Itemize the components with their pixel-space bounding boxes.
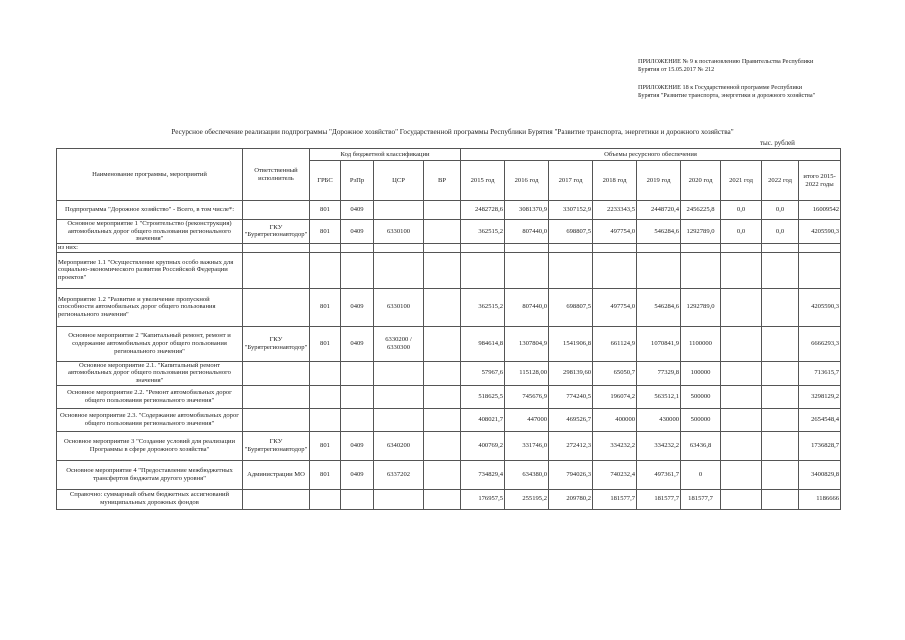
col-2021-header: 2021 год <box>721 161 762 201</box>
row-value-cell: 408021,7 <box>461 408 505 431</box>
row-rzpr-cell <box>341 408 374 431</box>
row-vr-cell <box>424 220 461 244</box>
row-value-cell: 1070841,9 <box>637 326 681 361</box>
row-value-cell: 3081370,9 <box>505 201 549 220</box>
row-value-cell <box>762 460 799 489</box>
row-grbs-cell: 801 <box>310 460 341 489</box>
row-value-cell: 1186666 <box>799 489 841 509</box>
row-value-cell <box>593 243 637 252</box>
row-vr-cell <box>424 489 461 509</box>
row-value-cell <box>762 288 799 326</box>
row-value-cell: 794026,3 <box>549 460 593 489</box>
row-value-cell <box>721 243 762 252</box>
row-value-cell <box>762 489 799 509</box>
row-name-cell: Мероприятие 1.2 "Развитие и увеличение пропускной способности автомобильных дорог общего пользования регионального значения" <box>57 288 243 326</box>
row-value-cell <box>721 408 762 431</box>
row-rzpr-cell: 0409 <box>341 460 374 489</box>
row-rzpr-cell: 0409 <box>341 201 374 220</box>
row-name-cell: Основное мероприятие 1 "Строительство (реконструкция) автомобильных дорог общего пользования регионального значения" <box>57 220 243 244</box>
row-executor-cell <box>243 243 310 252</box>
row-value-cell: 362515,2 <box>461 288 505 326</box>
col-budget-code-header: Код бюджетной классификации <box>310 149 461 161</box>
row-vr-cell <box>424 243 461 252</box>
row-value-cell: 400769,2 <box>461 431 505 460</box>
row-grbs-cell: 801 <box>310 288 341 326</box>
row-name-cell: Основное мероприятие 2 "Капитальный ремонт, ремонт и содержание автомобильных дорог общего пользования регионального значения" <box>57 326 243 361</box>
row-value-cell <box>762 385 799 408</box>
row-value-cell: 4205590,3 <box>799 220 841 244</box>
row-value-cell: 196074,2 <box>593 385 637 408</box>
row-value-cell <box>799 243 841 252</box>
col-2018-header: 2018 год <box>593 161 637 201</box>
row-csr-cell: 6330100 <box>374 288 424 326</box>
row-vr-cell <box>424 361 461 385</box>
row-vr-cell <box>424 288 461 326</box>
row-value-cell: 4205590,3 <box>799 288 841 326</box>
row-value-cell: 272412,3 <box>549 431 593 460</box>
row-executor-cell <box>243 288 310 326</box>
row-value-cell: 807440,0 <box>505 288 549 326</box>
col-total-header: итого 2015-2022 годы <box>799 161 841 201</box>
row-value-cell <box>762 243 799 252</box>
table-row <box>57 489 841 509</box>
row-value-cell <box>721 326 762 361</box>
row-value-cell: 0,0 <box>721 201 762 220</box>
appendix-header-1 <box>638 58 813 74</box>
row-executor-cell <box>243 408 310 431</box>
row-value-cell: 57967,6 <box>461 361 505 385</box>
row-value-cell <box>549 252 593 288</box>
row-value-cell <box>762 361 799 385</box>
col-2020-header: 2020 год <box>681 161 721 201</box>
row-value-cell: 115128,00 <box>505 361 549 385</box>
row-value-cell <box>637 243 681 252</box>
appendix-line: ПРИЛОЖЕНИЕ 18 к Государственной программе Республики <box>638 84 803 91</box>
table-row <box>57 288 841 326</box>
row-value-cell: 0,0 <box>721 220 762 244</box>
row-value-cell: 984614,8 <box>461 326 505 361</box>
table-row <box>57 243 841 252</box>
row-value-cell: 634380,0 <box>505 460 549 489</box>
row-vr-cell <box>424 408 461 431</box>
row-name-cell: Основное мероприятие 2.1. "Капитальный ремонт автомобильных дорог общего пользования регионального значения" <box>57 361 243 385</box>
document-title: Ресурсное обеспечение реализации подпрограммы "Дорожное хозяйство" Государственной программы Республики Бурятия "Развитие транспорта, энергетики и дорожного хозяйства" <box>171 128 734 136</box>
row-value-cell <box>721 489 762 509</box>
row-value-cell: 500000 <box>681 385 721 408</box>
row-value-cell: 176957,5 <box>461 489 505 509</box>
col-volumes-header: Объемы ресурсного обеспечения <box>461 149 841 161</box>
row-value-cell: 518625,5 <box>461 385 505 408</box>
row-value-cell <box>762 326 799 361</box>
row-value-cell: 546284,6 <box>637 288 681 326</box>
row-name-cell: из них: <box>57 243 243 252</box>
row-value-cell: 430000 <box>637 408 681 431</box>
row-value-cell: 0 <box>681 460 721 489</box>
row-value-cell: 255195,2 <box>505 489 549 509</box>
row-value-cell <box>721 361 762 385</box>
row-value-cell: 698807,5 <box>549 220 593 244</box>
row-executor-cell <box>243 252 310 288</box>
table-row <box>57 431 841 460</box>
row-csr-cell: 6337202 <box>374 460 424 489</box>
row-value-cell: 497361,7 <box>637 460 681 489</box>
row-value-cell: 2456225,8 <box>681 201 721 220</box>
row-value-cell: 740232,4 <box>593 460 637 489</box>
table-row <box>57 460 841 489</box>
row-value-cell: 0,0 <box>762 201 799 220</box>
row-name-cell: Справочно: суммарный объем бюджетных ассигнований муниципальных дорожных фондов <box>57 489 243 509</box>
row-executor-cell: Администрации МО <box>243 460 310 489</box>
row-rzpr-cell <box>341 361 374 385</box>
row-grbs-cell <box>310 489 341 509</box>
row-value-cell: 807440,0 <box>505 220 549 244</box>
row-grbs-cell <box>310 408 341 431</box>
table-row <box>57 220 841 244</box>
row-value-cell: 497754,0 <box>593 288 637 326</box>
row-grbs-cell <box>310 361 341 385</box>
table-row <box>57 201 841 220</box>
col-2015-header: 2015 год <box>461 161 505 201</box>
row-value-cell: 563512,1 <box>637 385 681 408</box>
row-value-cell: 181577,7 <box>637 489 681 509</box>
row-value-cell <box>721 252 762 288</box>
row-csr-cell <box>374 408 424 431</box>
row-value-cell <box>762 431 799 460</box>
row-vr-cell <box>424 431 461 460</box>
appendix-line: ПРИЛОЖЕНИЕ № 9 к постановлению Правительства Республики <box>638 58 814 65</box>
col-executor-header: Ответственный исполнитель <box>243 149 310 201</box>
row-grbs-cell <box>310 385 341 408</box>
col-name-header: Наименование программы, мероприятий <box>57 149 243 201</box>
row-rzpr-cell <box>341 385 374 408</box>
col-csr-header: ЦСР <box>374 161 424 201</box>
row-value-cell: 469526,7 <box>549 408 593 431</box>
row-rzpr-cell <box>341 252 374 288</box>
row-value-cell: 1307804,9 <box>505 326 549 361</box>
table-row <box>57 361 841 385</box>
row-vr-cell <box>424 201 461 220</box>
row-value-cell <box>505 243 549 252</box>
row-value-cell: 63436,8 <box>681 431 721 460</box>
row-name-cell: Основное мероприятие 2.3. "Содержание автомобильных дорог общего пользования регионального значения" <box>57 408 243 431</box>
row-csr-cell: 6330200 / 6330300 <box>374 326 424 361</box>
row-value-cell: 447000 <box>505 408 549 431</box>
row-value-cell: 334232,2 <box>593 431 637 460</box>
row-csr-cell <box>374 243 424 252</box>
row-executor-cell <box>243 201 310 220</box>
row-rzpr-cell: 0409 <box>341 431 374 460</box>
row-value-cell <box>721 385 762 408</box>
row-value-cell: 209780,2 <box>549 489 593 509</box>
row-csr-cell: 6330100 <box>374 220 424 244</box>
row-value-cell: 362515,2 <box>461 220 505 244</box>
table-row <box>57 326 841 361</box>
row-vr-cell <box>424 385 461 408</box>
row-value-cell: 1100000 <box>681 326 721 361</box>
row-vr-cell <box>424 252 461 288</box>
row-vr-cell <box>424 326 461 361</box>
row-value-cell: 334232,2 <box>637 431 681 460</box>
row-name-cell: Основное мероприятие 4 "Предоставление межбюджетных трансфертов бюджетам другого уровня" <box>57 460 243 489</box>
col-rzpr-header: РзПр <box>341 161 374 201</box>
table-row <box>57 385 841 408</box>
row-value-cell: 181577,7 <box>593 489 637 509</box>
row-value-cell: 2233343,5 <box>593 201 637 220</box>
row-grbs-cell <box>310 252 341 288</box>
row-value-cell: 16009542 <box>799 201 841 220</box>
row-value-cell: 65050,7 <box>593 361 637 385</box>
row-executor-cell <box>243 385 310 408</box>
row-value-cell: 698807,5 <box>549 288 593 326</box>
row-value-cell: 734829,4 <box>461 460 505 489</box>
row-executor-cell: ГКУ "Бурятрегионавтодор" <box>243 220 310 244</box>
table-body <box>57 201 841 510</box>
appendix-header-2 <box>638 84 815 100</box>
row-executor-cell <box>243 361 310 385</box>
row-rzpr-cell <box>341 243 374 252</box>
resource-table <box>56 148 841 510</box>
row-value-cell: 1292789,0 <box>681 220 721 244</box>
row-value-cell: 500000 <box>681 408 721 431</box>
row-value-cell <box>762 408 799 431</box>
row-value-cell <box>681 243 721 252</box>
row-executor-cell <box>243 489 310 509</box>
row-value-cell: 774240,5 <box>549 385 593 408</box>
row-value-cell: 1541906,8 <box>549 326 593 361</box>
row-value-cell: 713615,7 <box>799 361 841 385</box>
row-value-cell: 2482728,6 <box>461 201 505 220</box>
row-value-cell: 181577,7 <box>681 489 721 509</box>
row-grbs-cell <box>310 243 341 252</box>
row-name-cell: Мероприятие 1.1 "Осуществление крупных особо важных для социально-экономического развития Российской Федерации проектов" <box>57 252 243 288</box>
row-executor-cell: ГКУ "Бурятрегионавтодор" <box>243 326 310 361</box>
row-value-cell <box>721 288 762 326</box>
row-name-cell: Основное мероприятие 2.2. "Ремонт автомобильных дорог общего пользования регионального значения" <box>57 385 243 408</box>
row-value-cell <box>593 252 637 288</box>
row-grbs-cell: 801 <box>310 431 341 460</box>
units-label: тыс. рублей <box>760 139 795 147</box>
row-value-cell: 1292789,0 <box>681 288 721 326</box>
row-value-cell <box>799 252 841 288</box>
row-value-cell <box>549 243 593 252</box>
col-grbs-header: ГРБС <box>310 161 341 201</box>
row-value-cell: 3307152,9 <box>549 201 593 220</box>
row-value-cell <box>681 252 721 288</box>
col-vr-header: ВР <box>424 161 461 201</box>
row-value-cell <box>721 460 762 489</box>
row-value-cell: 331746,0 <box>505 431 549 460</box>
col-2017-header: 2017 год <box>549 161 593 201</box>
col-2019-header: 2019 год <box>637 161 681 201</box>
row-rzpr-cell <box>341 489 374 509</box>
table-row <box>57 408 841 431</box>
row-value-cell: 0,0 <box>762 220 799 244</box>
row-value-cell: 2654548,4 <box>799 408 841 431</box>
row-csr-cell: 6340200 <box>374 431 424 460</box>
row-value-cell: 745676,9 <box>505 385 549 408</box>
row-value-cell <box>505 252 549 288</box>
row-value-cell <box>461 252 505 288</box>
table-row <box>57 252 841 288</box>
row-value-cell <box>637 252 681 288</box>
row-value-cell: 77329,8 <box>637 361 681 385</box>
appendix-line: Бурятия от 15.05.2017 № 212 <box>638 66 715 73</box>
row-grbs-cell: 801 <box>310 201 341 220</box>
row-value-cell: 298139,60 <box>549 361 593 385</box>
row-vr-cell <box>424 460 461 489</box>
row-value-cell: 497754,0 <box>593 220 637 244</box>
row-value-cell: 400000 <box>593 408 637 431</box>
row-csr-cell <box>374 489 424 509</box>
row-value-cell: 1736828,7 <box>799 431 841 460</box>
row-csr-cell <box>374 385 424 408</box>
row-value-cell: 3298129,2 <box>799 385 841 408</box>
row-value-cell: 661124,9 <box>593 326 637 361</box>
row-csr-cell <box>374 252 424 288</box>
row-value-cell: 6666293,3 <box>799 326 841 361</box>
row-value-cell: 2448720,4 <box>637 201 681 220</box>
row-value-cell <box>762 252 799 288</box>
row-name-cell: Подпрограмма "Дорожное хозяйство" - Всего, в том числе*: <box>57 201 243 220</box>
row-rzpr-cell: 0409 <box>341 220 374 244</box>
row-grbs-cell: 801 <box>310 326 341 361</box>
row-value-cell <box>721 431 762 460</box>
row-value-cell: 100000 <box>681 361 721 385</box>
row-rzpr-cell: 0409 <box>341 288 374 326</box>
row-rzpr-cell: 0409 <box>341 326 374 361</box>
row-value-cell: 546284,6 <box>637 220 681 244</box>
appendix-line: Бурятия "Развитие транспорта, энергетики и дорожного хозяйства" <box>638 92 816 99</box>
col-2022-header: 2022 год <box>762 161 799 201</box>
row-csr-cell <box>374 361 424 385</box>
col-2016-header: 2016 год <box>505 161 549 201</box>
row-value-cell <box>461 243 505 252</box>
row-executor-cell: ГКУ "Бурятрегионавтодор" <box>243 431 310 460</box>
row-csr-cell <box>374 201 424 220</box>
row-name-cell: Основное мероприятие 3 "Создание условий для реализации Программы в сфере дорожного хозяйства" <box>57 431 243 460</box>
row-grbs-cell: 801 <box>310 220 341 244</box>
row-value-cell: 3400829,8 <box>799 460 841 489</box>
